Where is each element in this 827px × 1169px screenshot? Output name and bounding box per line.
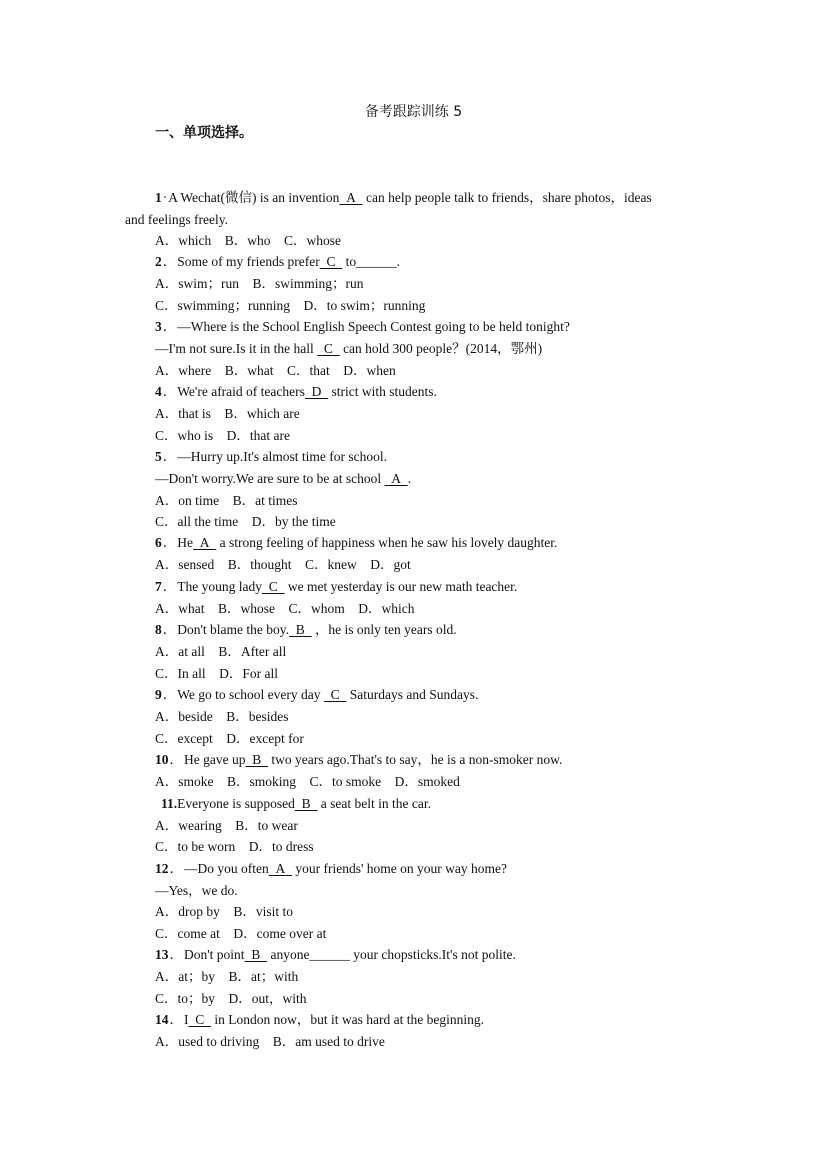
question-stem xyxy=(155,189,652,207)
line-text: A．where B．what C．that D．when xyxy=(155,363,396,378)
question-number: 3 xyxy=(155,319,162,334)
line-text: C．In all D．For all xyxy=(155,666,278,681)
line-text: Don't point B anyone______ your chopsticks.It's not polite. xyxy=(184,947,516,962)
number-separator: ． xyxy=(162,687,177,702)
question-number: 11. xyxy=(161,796,178,811)
number-separator: ． xyxy=(162,319,177,334)
question-line xyxy=(155,513,336,531)
line-text: —Hurry up.It's almost time for school. xyxy=(177,449,388,464)
section-heading: 一、单项选择。 xyxy=(155,125,253,141)
line-text: A．which B．who C．whose xyxy=(155,233,341,248)
line-text: C．who is D．that are xyxy=(155,428,290,443)
question-line xyxy=(155,665,278,683)
answer-blank: C xyxy=(319,254,343,269)
number-separator: ． xyxy=(162,384,177,399)
question-line xyxy=(155,362,396,380)
line-text: He A a strong feeling of happiness when he saw his lovely daughter. xyxy=(177,535,558,550)
line-text: Don't blame the boy. B ，he is only ten years old. xyxy=(177,622,457,637)
line-text: A．smoke B．smoking C．to smoke D．smoked xyxy=(155,774,460,789)
question-line xyxy=(155,708,288,726)
question-line xyxy=(155,600,415,618)
question-stem xyxy=(155,1011,484,1029)
question-stem xyxy=(155,534,557,552)
line-text: The young lady C we met yesterday is our new math teacher. xyxy=(177,579,518,594)
question-number: 13 xyxy=(155,947,169,962)
question-number: 7 xyxy=(155,579,162,594)
line-text: C．swimming；running D．to swim；running xyxy=(155,298,426,313)
question-line xyxy=(155,773,460,791)
number-separator: ． xyxy=(169,947,183,962)
question-stem xyxy=(155,448,387,466)
question-number: 2 xyxy=(155,254,162,269)
question-number: 9 xyxy=(155,687,162,702)
line-text: A．at all B．After all xyxy=(155,644,287,659)
question-line xyxy=(155,405,300,423)
line-text: —I'm not sure.Is it in the hall C can hold 300 people？(2014，鄂州) xyxy=(155,341,543,356)
question-line xyxy=(155,232,341,250)
question-line xyxy=(155,492,298,510)
line-text: A．what B．whose C．whom D．which xyxy=(155,601,415,616)
line-text: A．that is B．which are xyxy=(155,406,300,421)
line-text: C．except D．except for xyxy=(155,731,304,746)
answer-blank: B xyxy=(245,752,268,767)
question-stem xyxy=(155,860,507,878)
question-line xyxy=(155,427,290,445)
answer-blank: A xyxy=(193,535,217,550)
question-line xyxy=(155,925,326,943)
line-text: We're afraid of teachers D strict with students. xyxy=(177,384,437,399)
number-separator: · xyxy=(162,190,168,205)
question-line xyxy=(155,556,411,574)
line-text: C．to be worn D．to dress xyxy=(155,839,314,854)
line-text: He gave up B two years ago.That's to say，he is a non-smoker now. xyxy=(184,752,563,767)
line-text: A．swim；run B．swimming；run xyxy=(155,276,364,291)
question-stem xyxy=(155,946,516,964)
question-stem xyxy=(161,795,431,813)
question-line xyxy=(155,340,542,358)
question-line xyxy=(155,817,298,835)
question-number: 8 xyxy=(155,622,162,637)
answer-blank: C xyxy=(261,579,285,594)
number-separator: ． xyxy=(162,579,177,594)
number-separator: ． xyxy=(162,254,177,269)
line-text: C．all the time D．by the time xyxy=(155,514,336,529)
line-text: I C in London now，but it was hard at the beginning. xyxy=(184,1012,484,1027)
question-line xyxy=(155,730,304,748)
line-text: C．come at D．come over at xyxy=(155,926,327,941)
answer-blank: B xyxy=(244,947,268,962)
line-text: Some of my friends prefer C to______. xyxy=(177,254,400,269)
question-stem xyxy=(155,253,400,271)
question-stem xyxy=(155,686,478,704)
number-separator: ． xyxy=(162,449,177,464)
question-number: 6 xyxy=(155,535,162,550)
question-line xyxy=(155,643,286,661)
question-line xyxy=(155,882,238,900)
question-number: 12 xyxy=(155,861,169,876)
line-text: —Do you often A your friends' home on your way home? xyxy=(184,861,508,876)
question-line xyxy=(155,470,411,488)
answer-blank: C xyxy=(317,341,340,356)
number-separator: ． xyxy=(169,1012,183,1027)
line-text: We go to school every day C Saturdays and Sundays. xyxy=(177,687,479,702)
line-text: A．sensed B．thought C．knew D．got xyxy=(155,557,411,572)
number-separator: ． xyxy=(169,752,183,767)
question-line xyxy=(155,903,293,921)
line-text: A．wearing B．to wear xyxy=(155,818,298,833)
line-text: —Where is the School English Speech Contest going to be held tonight? xyxy=(177,319,570,334)
question-line xyxy=(155,968,298,986)
question-number: 10 xyxy=(155,752,169,767)
question-stem xyxy=(155,318,570,336)
line-text: —Yes，we do. xyxy=(155,883,238,898)
question-line xyxy=(155,1033,385,1051)
answer-blank: A xyxy=(384,471,408,486)
question-stem xyxy=(155,751,562,769)
question-number: 5 xyxy=(155,449,162,464)
line-text: A．at；by B．at；with xyxy=(155,969,299,984)
line-text: A．drop by B．visit to xyxy=(155,904,294,919)
answer-blank: C xyxy=(188,1012,212,1027)
line-text: and feelings freely. xyxy=(125,212,228,227)
number-separator: ． xyxy=(169,861,183,876)
question-number: 1 xyxy=(155,190,162,205)
question-number: 4 xyxy=(155,384,162,399)
line-text: A Wechat(微信) is an invention A can help people talk to friends，share photos，ideas xyxy=(168,190,652,205)
answer-blank: D xyxy=(304,384,329,399)
answer-blank: A xyxy=(339,190,363,205)
question-number: 14 xyxy=(155,1012,169,1027)
line-text: A．on time B．at times xyxy=(155,493,298,508)
page-title: 备考跟踪训练 5 xyxy=(364,104,463,120)
question-line xyxy=(155,838,314,856)
number-separator: ． xyxy=(162,622,177,637)
line-text: A．used to driving B．am used to drive xyxy=(155,1034,385,1049)
answer-blank: B xyxy=(289,622,312,637)
question-line xyxy=(155,297,425,315)
question-stem xyxy=(155,383,437,401)
question-line xyxy=(155,275,364,293)
question-line xyxy=(155,990,307,1008)
question-stem xyxy=(155,621,457,639)
number-separator: ． xyxy=(162,535,177,550)
answer-blank: B xyxy=(294,796,318,811)
line-text: —Don't worry.We are sure to be at school A . xyxy=(155,471,412,486)
answer-blank: A xyxy=(268,861,292,876)
answer-blank: C xyxy=(323,687,347,702)
question-stem xyxy=(155,578,517,596)
line-text: Everyone is supposed B a seat belt in the car. xyxy=(177,796,431,811)
line-text: A．beside B．besides xyxy=(155,709,289,724)
line-text: C．to；by D．out，with xyxy=(155,991,307,1006)
question-line xyxy=(125,211,228,229)
